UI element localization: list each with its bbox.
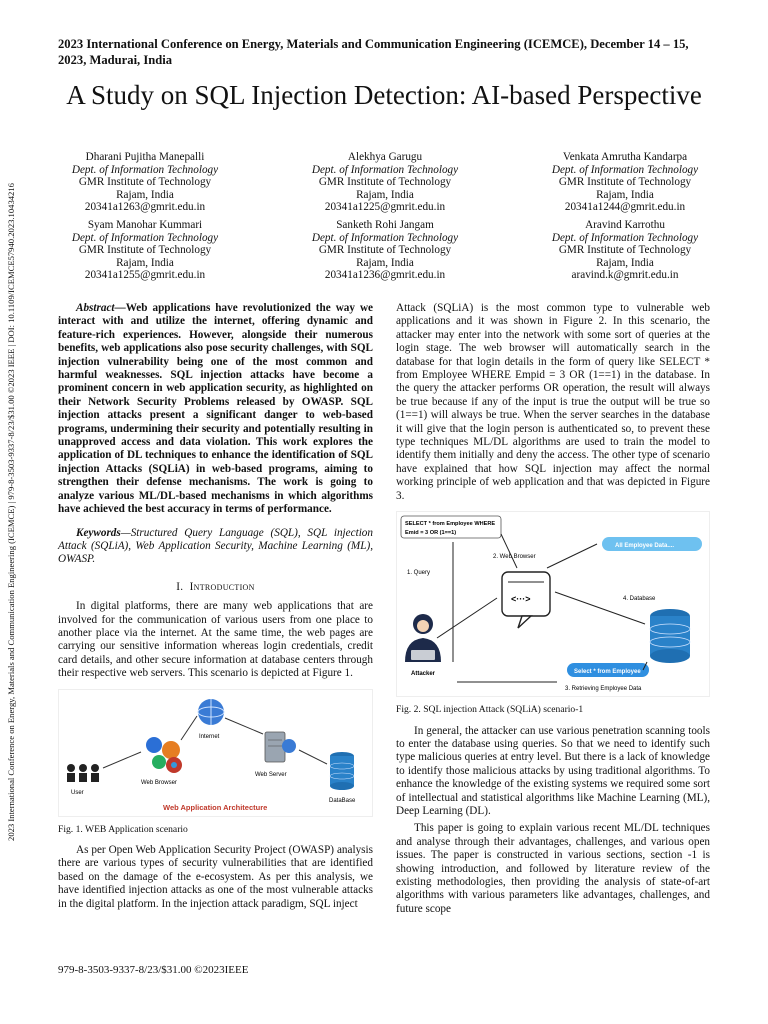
left-column [58, 302, 373, 915]
intro-paragraph-5: This paper is going to explain various recent ML/DL techniques and analyse through their advantages, challenges, and various open issues. The paper is constructed in various sections, section -1 is showing introduction, and followed by literature review of the existing methodologies, then providing the analysis of state-of-art algorithms with various parameters like advantages, challenges, and future scope [396, 822, 710, 915]
section-number: I. [176, 580, 184, 593]
author-dept: Dept. of Information Technology [551, 231, 699, 244]
employee-database-icon [650, 609, 690, 663]
abstract-text: Web applications have revolutionized the way we interact with and utilize the internet, offering dynamic and feature-rich experiences. However, alongside their numerous benefits, web applications also pose security challenges, with SQL injection vulnerability being one of the most common and harmful weaknesses. SQL injection attacks have become a prominent concern in web application security, as highlighted on their Network Security Problems released by OWASP. SQL injection attacks present a significant danger to web-based programs, undermining their security and potentially resulting in unapproved access and data violation. This work explores the application of DL techniques to enhance the identification of SQL injection Attacks (SQLiA) in web-based programs, aiming to strengthen their defense mechanisms. The work is going to analyze various ML/DL-based mechanisms in which algorithms have achieved the best accuracy in terms of performance. [58, 302, 373, 516]
attacker-icon [405, 614, 441, 662]
fig2-step2: 2. Web Browser [493, 554, 536, 561]
keywords: Keywords—Structured Query Language (SQL), SQL injection Attack (SQLiA), Web Application Security, Machine Learning (ML), OWASP. [58, 526, 373, 566]
fig2-query-line2: Emid = 3 OR (1==1) [405, 530, 457, 537]
figure-2-caption: Fig. 2. SQL injection Attack (SQLiA) scenario-1 [396, 704, 584, 716]
author-email[interactable]: aravind.k@gmrit.edu.in [571, 269, 679, 282]
author-dept: Dept. of Information Technology [311, 231, 459, 244]
author-card [520, 219, 730, 282]
author-inst: GMR Institute of Technology [318, 176, 452, 189]
author-row-1 [40, 151, 730, 214]
author-name: Venkata Amrutha Kandarpa [562, 151, 688, 163]
author-loc: Rajam, India [596, 256, 654, 269]
paper-title: A Study on SQL Injection Detection: AI-based Perspective [66, 80, 702, 110]
author-email[interactable]: 20341a1255@gmrit.edu.in [84, 269, 206, 282]
author-dept: Dept. of Information Technology [71, 163, 219, 176]
author-inst: GMR Institute of Technology [558, 176, 692, 189]
author-email[interactable]: 20341a1263@gmrit.edu.in [84, 201, 206, 214]
author-inst: GMR Institute of Technology [78, 176, 212, 189]
author-inst: GMR Institute of Technology [78, 244, 212, 257]
abstract-lead: Abstract [76, 302, 115, 314]
author-row-2 [40, 219, 730, 282]
intro-paragraph-1: In digital platforms, there are many web applications that are involved for the communication of various users from one place to another place via the internet. At the same time, the web pages are carrying our sensitive information whereas login credentials, credit card details, and other secure information at database centers through their respective web servers. This scenario is depicted at Figure 1. [58, 600, 373, 680]
author-loc: Rajam, India [116, 188, 174, 201]
author-block [40, 151, 730, 287]
author-loc: Rajam, India [356, 256, 414, 269]
keywords-text: Structured Query Language (SQL), SQL injection Attack (SQLiA), Web Application Security, Machine Learning (ML), OWASP. [58, 526, 373, 566]
author-name: Sanketh Rohi Jangam [336, 218, 434, 231]
author-card [40, 151, 250, 214]
author-dept: Dept. of Information Technology [311, 163, 459, 176]
author-card [280, 219, 490, 282]
figure-1 [58, 689, 373, 817]
fig2-query-line1: SELECT * from Employee WHERE [405, 521, 496, 528]
author-email[interactable]: 20341a1244@gmrit.edu.in [564, 201, 686, 214]
figure-2 [396, 511, 710, 697]
fig1-title: Web Application Architecture [163, 802, 268, 812]
fig2-attacker: Attacker [411, 671, 436, 678]
author-card [280, 151, 490, 214]
fig1-database-label: DataBase [329, 797, 356, 804]
keywords-lead: Keywords [76, 526, 121, 539]
author-inst: GMR Institute of Technology [558, 244, 692, 257]
intro-paragraph-2: As per Open Web Application Security Project (OWASP) analysis there are various types of security vulnerabilities that are identified based on the damage of the e-ecosystem. As per this analysis, we have identified injection attacks as one of the most vulnerable attacks in the digital platform. In the injection attack paradigm, SQL inject [58, 843, 373, 910]
author-inst: GMR Institute of Technology [318, 244, 452, 257]
author-dept: Dept. of Information Technology [71, 231, 219, 244]
author-dept: Dept. of Information Technology [551, 163, 699, 176]
side-doi-text: 2023 International Conference on Energy, Materials and Communication Engineering (ICEMCE) | 979-8-3503-9337-8/23/$31.00 ©2023 IEEE | DOI: 10.1109/ICEMCE57940.2023.10434216 [6, 183, 16, 841]
author-email[interactable]: 20341a1225@gmrit.edu.in [324, 201, 446, 214]
figure-1-caption: Fig. 1. WEB Application scenario [58, 823, 188, 835]
author-card [520, 151, 730, 214]
fig2-step3: 3. Retrieving Employee Data [565, 686, 642, 693]
author-name: Alekhya Garugu [347, 151, 423, 163]
author-email[interactable]: 20341a1236@gmrit.edu.in [324, 269, 446, 282]
internet-globe-icon [198, 699, 224, 725]
page-footer: 979-8-3503-9337-8/23/$31.00 ©2023IEEE [58, 964, 249, 976]
author-name: Aravind Karrothu [585, 218, 665, 231]
database-icon [330, 752, 354, 790]
author-loc: Rajam, India [596, 188, 654, 201]
side-doi-strip [3, 138, 19, 886]
fig1-user-label: User [71, 789, 84, 796]
intro-paragraph-4: In general, the attacker can use various penetration scanning tools to enter the database using queries. So that we need to identify such type malicious queries at entry level. But there is a lack of knowledge to identify those malicious attacks by using traditional algorithms. To enhance the knowledge of the existing systems we required some sort of intellectual and statistical algorithms like Machine Learning (ML), Deep Learning (DL). [396, 724, 710, 817]
author-card [40, 219, 250, 282]
web-server-icon [265, 732, 296, 762]
abstract: Abstract—Web applications have revolutionized the way we interact with and utilize the internet, offering dynamic and feature-rich experiences. However, alongside their numerous benefits, web applications also pose security challenges, with SQL injection vulnerability being one of the most common and harmful weaknesses. SQL injection attacks have become a prominent concern in web application security, as highlighted on their Network Security Problems released by OWASP. SQL injection attacks present a significant danger to web-based programs, undermining their security and potentially resulting in unapproved access and data violation. This work explores the application of DL techniques to enhance the identification of SQL injection Attacks (SQLiA) in web-based programs, aiming to strengthen their defense mechanisms. The work is going to analyze various ML/DL-based mechanisms in which algorithms have achieved the best accuracy in terms of performance. [58, 302, 373, 516]
author-name: Syam Manohar Kummari [87, 218, 203, 231]
user-group-icon [67, 764, 99, 782]
fig2-select-employee: Select * from Employee [574, 669, 641, 676]
figure-1-diagram [59, 690, 374, 818]
figure-2-diagram [397, 512, 711, 698]
code-glyph-icon: <···> [511, 594, 531, 605]
fig1-internet-label: Internet [199, 733, 220, 740]
web-browser-bubble-icon [502, 572, 550, 628]
author-name: Dharani Pujitha Manepalli [85, 151, 205, 163]
author-loc: Rajam, India [356, 188, 414, 201]
fig2-all-data: All Employee Data.... [615, 543, 675, 550]
fig2-step1: 1. Query [407, 570, 431, 577]
fig2-step4: 4. Database [623, 596, 656, 603]
right-column [396, 302, 710, 920]
conference-header: 2023 International Conference on Energy, Materials and Communication Engineering (ICEMCE), December 14 – 15, 2023, Madurai, India [58, 37, 689, 67]
author-loc: Rajam, India [116, 256, 174, 269]
fig1-server-label: Web Server [255, 771, 287, 778]
browser-icon [146, 737, 182, 773]
section-title: Introduction [189, 580, 255, 593]
section-heading [58, 581, 373, 594]
intro-paragraph-3: Attack (SQLiA) is the most common type to vulnerable web applications and it was shown in Figure 2. In this scenario, the attacker may enter into the network with some sort of queries at the login stage. The web browser will automatically search in the database for that login details in the form of query like SELECT * from Employee WHERE Empid = 3 OR (1==1) in the database. In the query the attacker performs OR operation, the result will always be true because if any of the input is true the output will be true so (1==1) will always be true. When the server searches in the database it will give that the login person is authenticated so, to prevent these type techniques ML/DL algorithms are used to train the model to identify them initially and deny the access. The other type of scenario have explained that how SQL injection may affect the normal working principle of web application and that was depicted in Figure 3. [396, 302, 710, 502]
fig1-browser-label: Web Browser [141, 779, 177, 786]
